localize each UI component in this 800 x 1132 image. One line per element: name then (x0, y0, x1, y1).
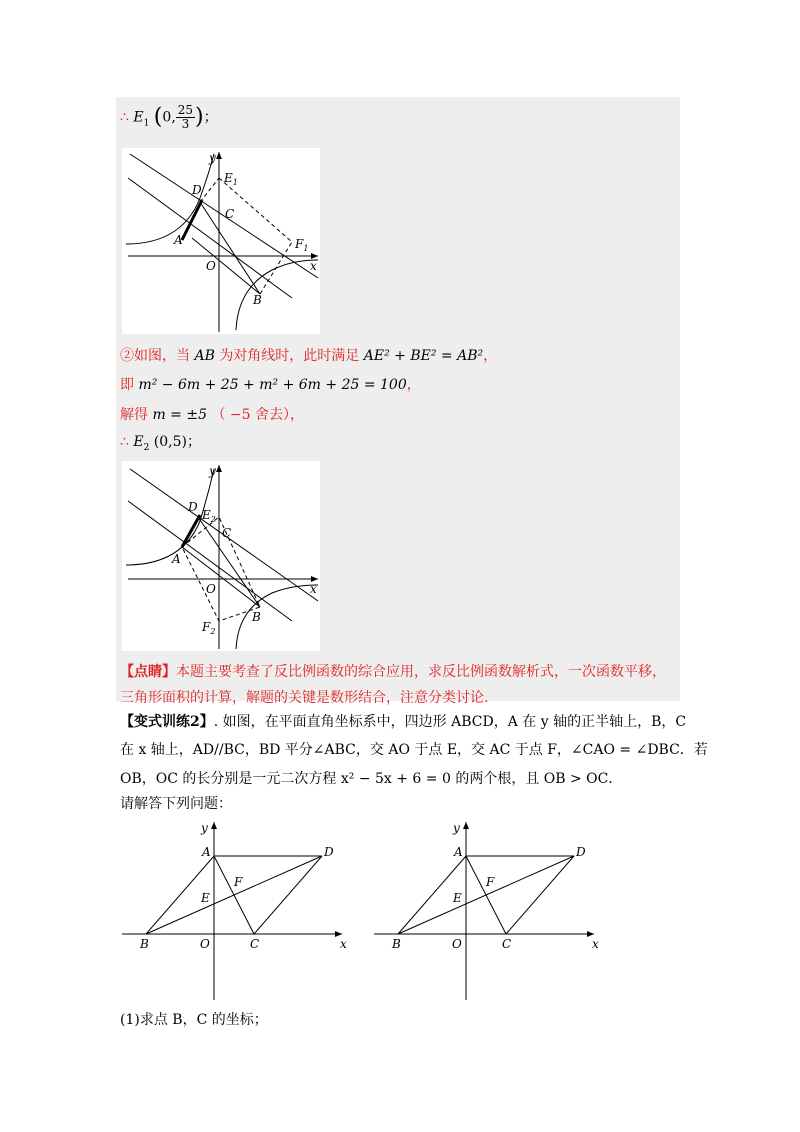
exercise-text-3: OB，OC 的长分别是一元二次方程 x² − 5x + 6 = 0 的两个根，且 OB > OC． (120, 771, 623, 787)
label-e1 (223, 171, 238, 187)
case2-l1-pre: ②如图，当 (120, 348, 190, 364)
label-e1-sub: 1 (232, 178, 238, 187)
label-c: C (502, 937, 512, 951)
label-e1-main: E (224, 171, 233, 185)
label-f2 (201, 620, 215, 636)
label-a: A (172, 552, 181, 566)
left-paren: ( (153, 104, 163, 130)
hyperbola-upper-branch (126, 469, 214, 565)
label-f2-sub: 2 (210, 627, 216, 636)
case2-l3-pre: 解得 (120, 407, 148, 423)
label-x: x (340, 937, 347, 951)
label-e2-sub: 2 (210, 515, 216, 524)
label-e2 (201, 508, 216, 524)
comment-tag: 【点睛】 (120, 664, 176, 680)
label-e: E (201, 891, 210, 905)
case2-line3 (120, 405, 304, 425)
case2-l4-end: ； (187, 434, 201, 450)
label-b: B (252, 610, 261, 624)
label-a: A (202, 845, 211, 859)
label-y: y (209, 151, 216, 165)
comment-text-1: 本题主要考查了反比例函数的综合应用，求反比例函数解析式，一次函数平移， (176, 664, 666, 680)
e1-den: 3 (181, 117, 190, 131)
label-e: E (453, 891, 462, 905)
label-y: y (209, 464, 216, 478)
figure-1 (122, 148, 320, 334)
y-axis-arrow (211, 822, 217, 829)
e1-sub: 1 (143, 118, 150, 129)
figure-3-right (370, 818, 606, 1002)
label-c: C (225, 207, 235, 221)
case2-l3-note: （ −5 舍去）， (211, 407, 304, 423)
label-y: y (453, 821, 460, 835)
exercise-text-1: . 如图，在平面直角坐标系中，四边形 ABCD，A 在 y 轴的正半轴上，B，C (213, 714, 687, 730)
diag-bd (398, 856, 574, 934)
side-dc (506, 856, 574, 934)
figure-3-left-svg (118, 818, 354, 1002)
label-b: B (140, 937, 149, 951)
segment-ad (182, 515, 200, 547)
exercise-line4 (120, 794, 232, 814)
label-o: O (452, 937, 462, 951)
label-f2-main: F (202, 620, 211, 634)
label-d: D (576, 845, 586, 859)
therefore-symbol: ∴ (120, 109, 129, 126)
line-ab (192, 238, 260, 294)
label-d: D (188, 500, 198, 514)
hyperbola-upper-branch (126, 154, 214, 244)
case2-l1-ab: AB (194, 348, 215, 364)
label-y: y (201, 821, 208, 835)
y-axis-arrow (216, 465, 222, 472)
label-b: B (253, 293, 262, 307)
diag-bd (146, 856, 322, 934)
figure-2-svg (122, 461, 320, 651)
label-b: B (392, 937, 401, 951)
e1-end: ； (203, 109, 218, 126)
case2-l2-pre: 即 (120, 377, 134, 393)
case2-l1-mid: 为对角线时，此时满足 (219, 348, 360, 364)
question-1 (120, 1010, 268, 1030)
figure-2 (122, 461, 320, 651)
comment-line2 (120, 688, 488, 708)
label-f: F (234, 875, 243, 889)
e1-x: 0 (162, 109, 172, 126)
label-f: F (486, 875, 495, 889)
label-d: D (192, 183, 202, 197)
exercise-line1 (120, 712, 686, 732)
y-axis-arrow (216, 152, 222, 159)
line-2 (128, 178, 292, 298)
case2-l4-e: E (133, 434, 144, 450)
case2-line4 (120, 432, 201, 458)
label-f1-main: F (295, 237, 304, 251)
label-d: D (324, 845, 334, 859)
e1-num: 25 (177, 103, 194, 117)
label-a: A (174, 233, 183, 247)
y-axis-arrow (463, 822, 469, 829)
case2-line1 (120, 346, 497, 366)
side-dc (254, 856, 322, 934)
exercise-text-2: 在 x 轴上，AD//BC，BD 平分∠ABC，交 AO 于点 E，交 AC 于点 F，∠CAO = ∠DBC．若 (120, 742, 708, 758)
question-1-text: (1)求点 B，C 的坐标； (120, 1012, 268, 1028)
line-ab (182, 547, 260, 607)
hyperbola-lower-branch (236, 585, 318, 649)
case2-l2-end: ， (406, 377, 421, 393)
exercise-text-4: 请解答下列问题： (120, 796, 232, 812)
case2-l4-sub: 2 (143, 442, 150, 453)
label-f1-sub: 1 (303, 244, 309, 253)
label-e2-main: E (202, 508, 211, 522)
e1-label: E (133, 109, 144, 126)
label-o: O (206, 259, 216, 273)
case2-line2 (120, 375, 421, 395)
exercise-line3 (120, 769, 622, 789)
label-x: x (310, 259, 317, 273)
label-x: x (310, 582, 317, 596)
e1-fraction (176, 104, 195, 131)
figure-3-left (118, 818, 354, 1002)
case2-l2-eq: m² − 6m + 25 + m² + 6m + 25 = 100 (138, 377, 407, 393)
dashed-e1-f1 (219, 178, 292, 294)
case2-l1-eq: AE² + BE² = AB² (363, 348, 484, 364)
case2-l3-eq: m = ±5 (152, 407, 207, 423)
e1-line: ∴ $E_1$ (0, $\frac{25}{3}$ )； (120, 103, 218, 131)
case2-l4-sym: ∴ (120, 434, 129, 450)
case2-l1-end: ， (483, 348, 498, 364)
comment-line1 (120, 662, 666, 682)
label-o: O (200, 937, 210, 951)
label-a: A (454, 845, 463, 859)
label-x: x (592, 937, 599, 951)
label-o: O (206, 582, 216, 596)
label-f1 (294, 237, 308, 253)
right-paren: ) (195, 104, 204, 130)
hyperbola-lower-branch (236, 260, 318, 330)
comment-text-2: 三角形面积的计算，解题的关键是数形结合，注意分类讨论. (120, 690, 489, 706)
case2-l4-val: (0,5) (153, 434, 187, 450)
figure-1-svg (122, 148, 320, 334)
label-c: C (250, 937, 260, 951)
exercise-line2 (120, 740, 708, 760)
figure-3-right-svg (370, 818, 606, 1002)
exercise-tag: 【变式训练2】 (120, 714, 214, 730)
label-c: C (222, 526, 232, 540)
